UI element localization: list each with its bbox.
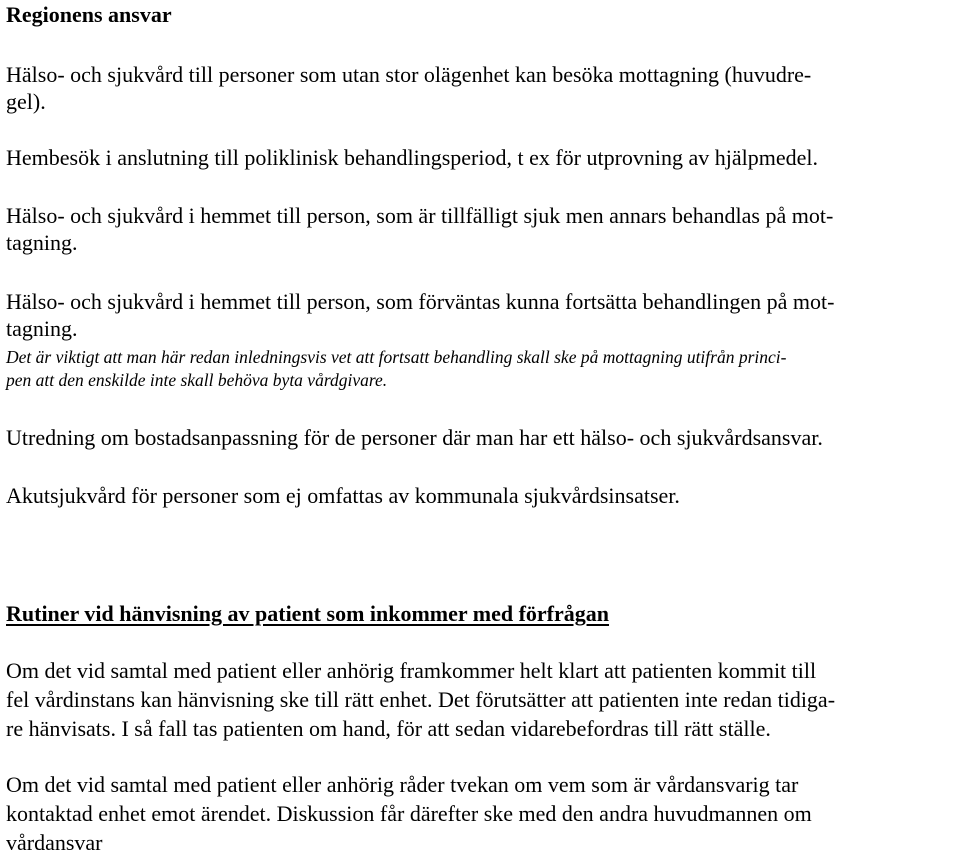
italic-note-line-2: pen att den enskilde inte skall behöva byta vårdgivare. xyxy=(6,370,388,390)
section-heading-regionens-ansvar: Regionens ansvar xyxy=(6,2,172,27)
paragraph-1-line-1: Hälso- och sjukvård till personer som utan stor olägenhet kan besöka mottagning (huvudre- xyxy=(6,62,812,87)
section-heading-rutiner: Rutiner vid hänvisning av patient som inkommer med förfrågan xyxy=(6,601,610,626)
paragraph-7-line-2: fel vårdinstans kan hänvisning ske till rätt enhet. Det förutsätter att patienten inte redan tidiga- xyxy=(6,687,836,712)
paragraph-8-line-1: Om det vid samtal med patient eller anhörig råder tvekan om vem som är vårdansvarig tar xyxy=(6,772,799,797)
paragraph-7-line-3: re hänvisats. I så fall tas patienten om hand, för att sedan vidarebefordras till rätt ställe. xyxy=(6,716,771,741)
paragraph-8-line-2: kontaktad enhet emot ärendet. Diskussion får därefter ske med den andra huvudmannen om xyxy=(6,801,812,826)
paragraph-5-line-1: Utredning om bostadsanpassning för de personer där man har ett hälso- och sjukvårdsansvar. xyxy=(6,425,823,450)
paragraph-2-line-1: Hembesök i anslutning till poliklinisk behandlingsperiod, t ex för utprovning av hjälpmedel. xyxy=(6,145,819,170)
paragraph-7-line-1: Om det vid samtal med patient eller anhörig framkommer helt klart att patienten kommit till xyxy=(6,658,817,683)
paragraph-4-line-2: tagning. xyxy=(6,316,78,341)
paragraph-3-line-1: Hälso- och sjukvård i hemmet till person, som är tillfälligt sjuk men annars behandlas på mot- xyxy=(6,203,834,228)
paragraph-3-line-2: tagning. xyxy=(6,230,78,255)
paragraph-8-line-3: vårdansvar xyxy=(6,830,103,855)
paragraph-1-line-2: gel). xyxy=(6,89,46,114)
paragraph-4-line-1: Hälso- och sjukvård i hemmet till person, som förväntas kunna fortsätta behandlingen på mot- xyxy=(6,289,835,314)
paragraph-6-line-1: Akutsjukvård för personer som ej omfattas av kommunala sjukvårdsinsatser. xyxy=(6,483,680,508)
italic-note-line-1: Det är viktigt att man här redan inledningsvis vet att fortsatt behandling skall ske på mottagning utifrån princi- xyxy=(6,347,787,367)
